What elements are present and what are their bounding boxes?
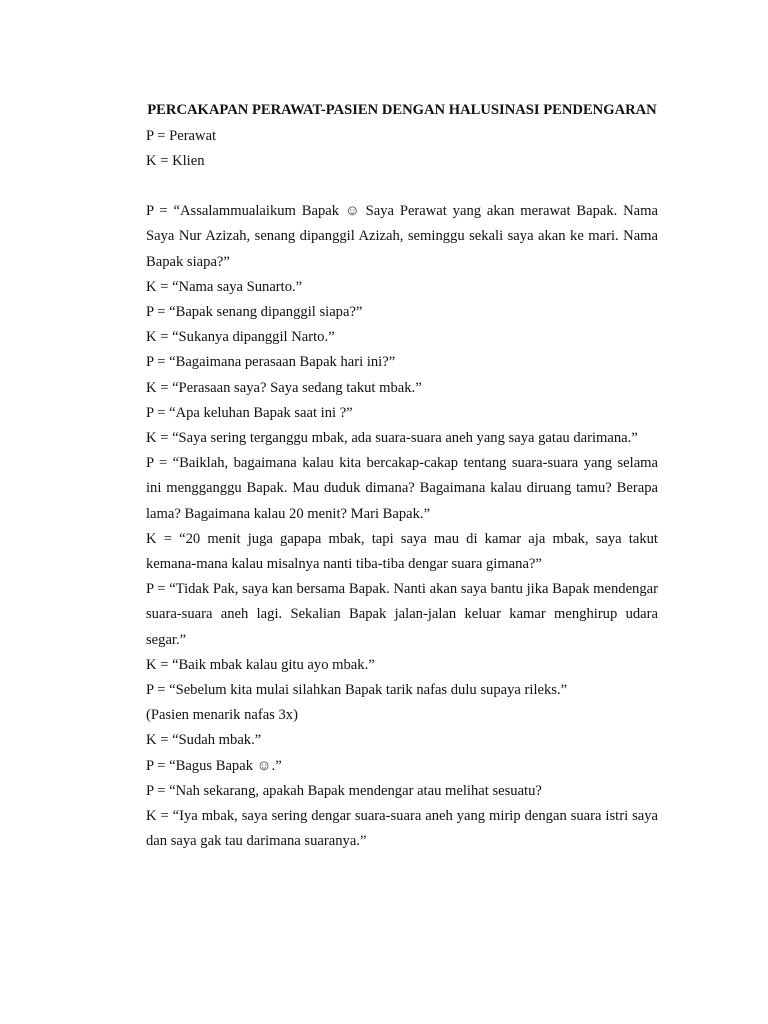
dialogue-line: P = “Bapak senang dipanggil siapa?” <box>146 303 363 320</box>
dialogue-line: P = “Tidak Pak, saya kan bersama Bapak. Nanti akan saya bantu jika Bapak mendengar suara-suara aneh lagi. Sekalian Bapak jalan-jalan keluar kamar menghirup udara segar.” <box>146 581 658 648</box>
dialogue-line: P = “Apa keluhan Bapak saat ini ?” <box>146 404 353 421</box>
dialogue-line: P = “Sebelum kita mulai silahkan Bapak tarik nafas dulu supaya rileks.” <box>146 681 568 698</box>
dialogue-line: K = “Sukanya dipanggil Narto.” <box>146 329 335 346</box>
dialogue-line: P = “Assalammualaikum Bapak ☺ Saya Perawat yang akan merawat Bapak. Nama Saya Nur Azizah, senang dipanggil Azizah, seminggu sekali saya akan ke mari. Nama Bapak siapa?” <box>146 203 658 270</box>
dialogue-line: K = “Iya mbak, saya sering dengar suara-suara aneh yang mirip dengan suara istri saya dan saya gak tau darimana suaranya.” <box>146 807 658 850</box>
stage-direction: (Pasien menarik nafas 3x) <box>146 707 298 724</box>
dialogue-line: P = “Nah sekarang, apakah Bapak mendengar atau melihat sesuatu? <box>146 782 542 799</box>
dialogue-line: P = “Baiklah, bagaimana kalau kita bercakap-cakap tentang suara-suara yang selama ini mengganggu Bapak. Mau duduk dimana? Bagaimana kalau diruang tamu? Berapa lama? Bagaimana kalau 20 menit? Mari Bapak.” <box>146 455 658 522</box>
dialogue-line: K = “Saya sering terganggu mbak, ada suara-suara aneh yang saya gatau darimana.” <box>146 429 638 446</box>
dialogue-line: K = “Nama saya Sunarto.” <box>146 278 303 295</box>
dialogue-line: K = “20 menit juga gapapa mbak, tapi saya mau di kamar aja mbak, saya takut kemana-mana kalau misalnya nanti tiba-tiba dengar suara gimana?” <box>146 530 658 572</box>
dialogue-line: K = “Sudah mbak.” <box>146 732 262 749</box>
document-page <box>146 98 658 854</box>
legend-klien: K = Klien <box>146 152 205 169</box>
legend-perawat: P = Perawat <box>146 127 217 144</box>
dialogue-line: P = “Bagaimana perasaan Bapak hari ini?” <box>146 354 396 371</box>
dialogue-line: K = “Baik mbak kalau gitu ayo mbak.” <box>146 656 375 673</box>
dialogue-line: K = “Perasaan saya? Saya sedang takut mbak.” <box>146 379 422 396</box>
document-title: PERCAKAPAN PERAWAT-PASIEN DENGAN HALUSINASI PENDENGARAN <box>147 102 657 118</box>
blank-line <box>146 174 658 199</box>
dialogue-line: P = “Bagus Bapak ☺.” <box>146 757 282 774</box>
